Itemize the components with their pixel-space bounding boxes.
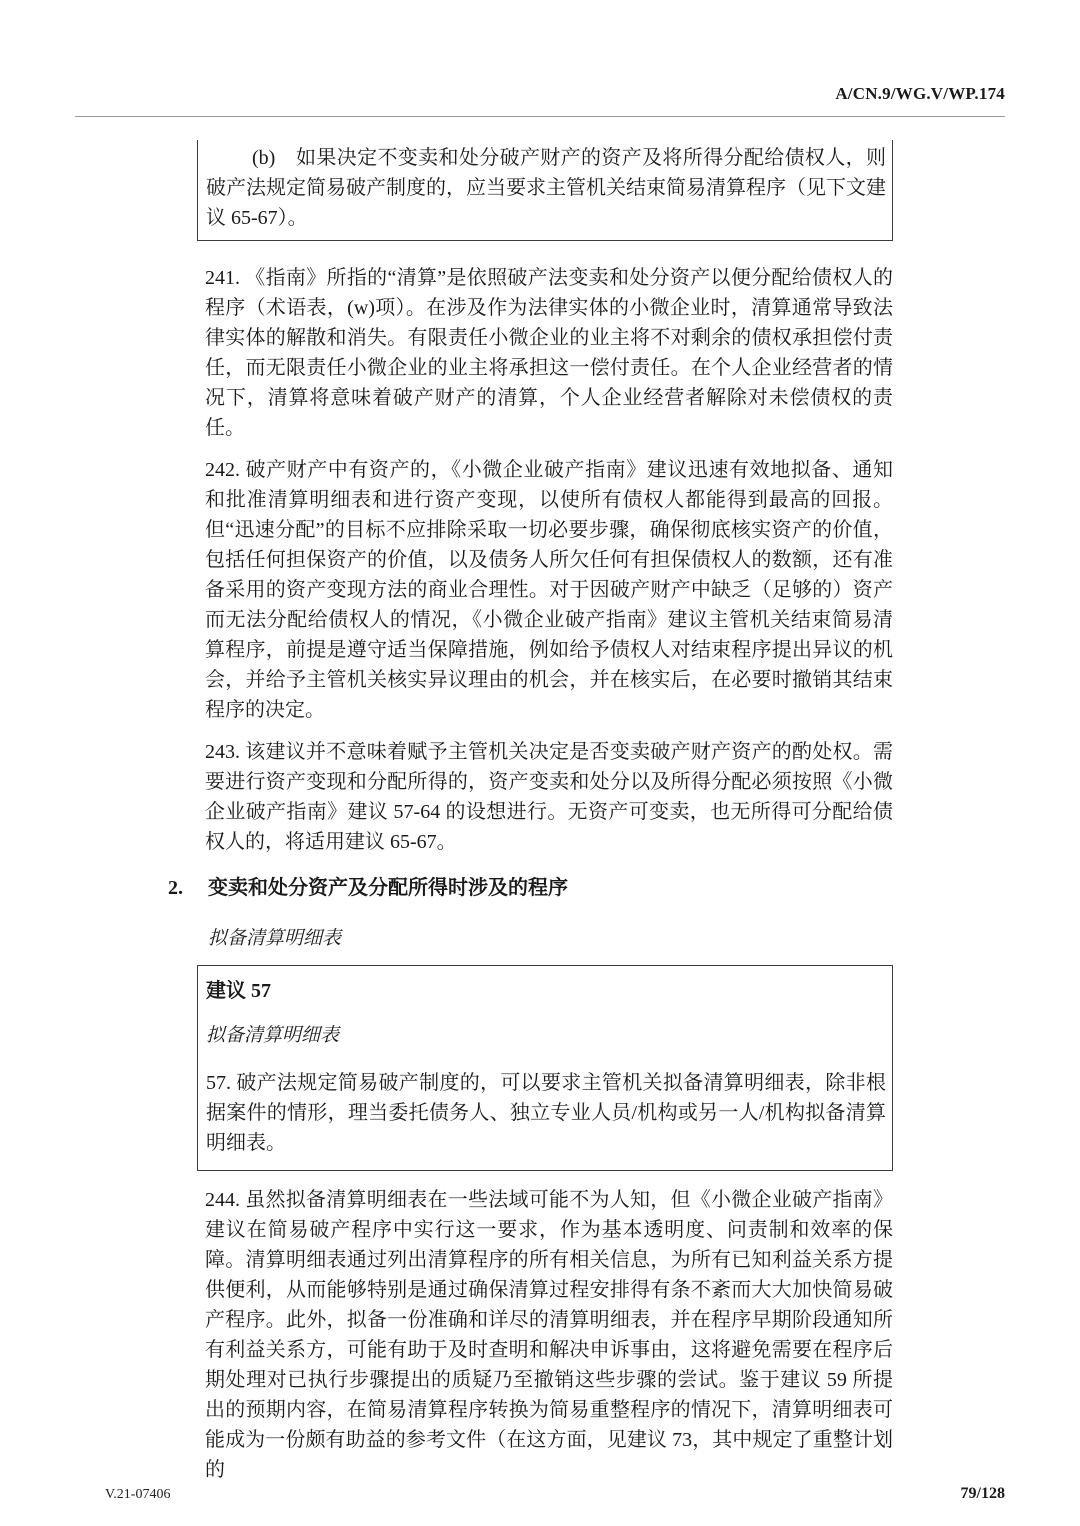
job-number: V.21-07406 (105, 1487, 171, 1502)
paragraph-244: 244. 虽然拟备清算明细表在一些法域可能不为人知，但《小微企业破产指南》建议在简易破产程序中实行这一要求，作为基本透明度、问责制和效率的保障。清算明细表通过列出清算程序的所有相关信息，为所有已知利益关系方提供便利，从而能够特别是通过确保清算过程安排得有条不紊而大大加快简易破产程序。此外，拟备一份准确和详尽的清算明细表，并在程序早期阶段通知所有利益关系方，可能有助于及时查明和解决申诉事由，这将避免需要在程序后期处理对已执行步骤提出的质疑乃至撤销这些步骤的尝试。鉴于建议 59 所提出的预期内容，在简易清算程序转换为简易重整程序的情况下，清算明细表可能成为一份颇有助益的参考文件（在这方面，见建议 73，其中规定了重整计划的 (205, 1189, 893, 1481)
paragraph-242: 242. 破产财产中有资产的，《小微企业破产指南》建议迅速有效地拟备、通知和批准清算明细表和进行资产变现，以使所有债权人都能得到最高的回报。但“迅速分配”的目标不应排除采取一切必要步骤，确保彻底核实资产的价值，包括任何担保资产的价值，以及债务人所欠任何有担保债权人的数额，还有准备采用的资产变现方法的商业合理性。对于因破产财产中缺乏（足够的）资产而无法分配给债权人的情况，《小微企业破产指南》建议主管机关结束简易清算程序，前提是遵守适当保障措施，例如给予债权人对结束程序提出异议的机会，并给予主管机关核实异议理由的机会，并在核实后，在必要时撤销其结束程序的决定。 (205, 459, 893, 721)
document-symbol: A/CN.9/WG.V/WP.174 (835, 84, 1005, 103)
recommendation-body: 57. 破产法规定简易破产制度的，可以要求主管机关拟备清算明细表，除非根据案件的情形，理当委托债务人、独立专业人员/机构或另一人/机构拟备清算明细表。 (206, 1072, 886, 1154)
recommendation-57-box (197, 965, 893, 1171)
quote-paragraph-b: (b) 如果决定不变卖和处分破产财产的资产及将所得分配给债权人，则破产法规定简易破产制度的，应当要求主管机关结束简易清算程序（见下文建议 65-67）。 (206, 147, 886, 229)
document-body (75, 125, 1005, 1485)
header-rule (75, 116, 1005, 117)
page-number: 79/128 (960, 1485, 1005, 1502)
page-footer (75, 1485, 1005, 1503)
paragraph-243: 243. 该建议并不意味着赋予主管机关决定是否变卖破产财产资产的酌处权。需要进行资产变现和分配所得的，资产变卖和处分以及所得分配必须按照《小微企业破产指南》建议 57-64 的设想进行。无资产可变卖，也无所得可分配给债权人的，将适用建议 65-67。 (205, 741, 893, 853)
italic-subheading: 拟备清算明细表 (208, 928, 342, 949)
recommendation-title: 建议 57 (206, 980, 271, 1002)
section-heading (168, 873, 893, 903)
recommendation-subtitle: 拟备清算明细表 (206, 1025, 340, 1046)
section-title: 变卖和处分资产及分配所得时涉及的程序 (208, 877, 568, 899)
paragraph-241: 241. 《指南》所指的“清算”是依照破产法变卖和处分资产以便分配给债权人的程序（术语表，(w)项）。在涉及作为法律实体的小微企业时，清算通常导致法律实体的解散和消失。有限责任小微企业的业主将不对剩余的债权承担偿付责任，而无限责任小微企业的业主将承担这一偿付责任。在个人企业经营者的情况下，清算将意味着破产财产的清算，个人企业经营者解除对未偿债权的责任。 (205, 267, 893, 439)
section-number: 2. (168, 877, 183, 899)
page-header (75, 84, 1005, 125)
recommendation-box-continued (197, 140, 893, 241)
